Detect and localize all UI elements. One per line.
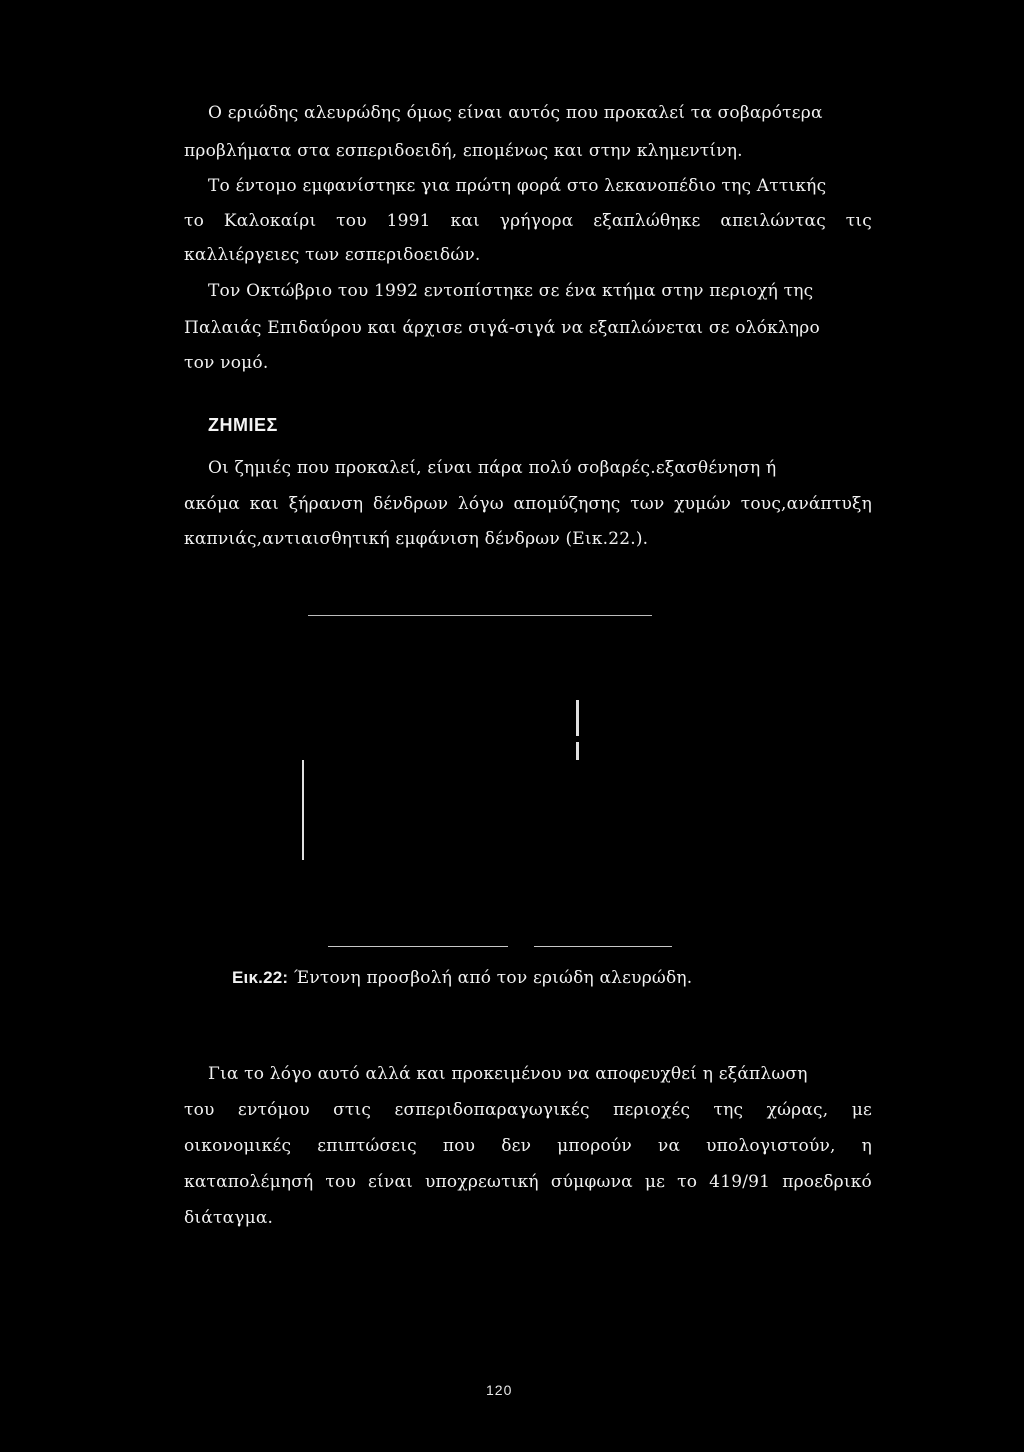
paragraph1-line-8: τον νομό. xyxy=(184,353,269,373)
paragraph2-line-1: Για το λόγο αυτό αλλά και προκειμένου να αποφευχθεί η εξάπλωση xyxy=(208,1064,808,1084)
figure-caption-label: Εικ.22: xyxy=(232,968,289,987)
figure-caption xyxy=(232,968,692,988)
figure-mark-1 xyxy=(576,700,579,736)
paragraph2-line-5: διάταγμα. xyxy=(184,1208,274,1228)
paragraph2-line-2: του εντόμου στις εσπεριδοπαραγωγικές περιοχές της χώρας, με xyxy=(184,1100,872,1120)
paragraph2-line-3: οικονομικές επιπτώσεις που δεν μπορούν να υπολογιστούν, η xyxy=(184,1136,872,1156)
figure-bottom-edge-1 xyxy=(328,946,508,947)
section-line-2: ακόμα και ξήρανση δένδρων λόγω απομύζησης των χυμών τους,ανάπτυξη xyxy=(184,494,872,514)
paragraph1-line-6: Τον Οκτώβριο του 1992 εντοπίστηκε σε ένα κτήμα στην περιοχή της xyxy=(208,281,814,301)
section-line-1: Οι ζημιές που προκαλεί, είναι πάρα πολύ σοβαρές.εξασθένηση ή xyxy=(208,458,777,478)
page-number: 120 xyxy=(486,1382,513,1398)
figure-bottom-edge-2 xyxy=(534,946,672,947)
section-line-3: καπνιάς,αντιαισθητική εμφάνιση δένδρων (Εικ.22.). xyxy=(184,529,649,549)
paragraph1-line-5: καλλιέργειες των εσπεριδοειδών. xyxy=(184,245,481,265)
paragraph1-line-3: Το έντομο εμφανίστηκε για πρώτη φορά στο λεκανοπέδιο της Αττικής xyxy=(208,176,827,196)
figure-mark-2 xyxy=(576,742,579,760)
paragraph1-line-4: το Καλοκαίρι του 1991 και γρήγορα εξαπλώθηκε απειλώντας τις xyxy=(184,211,872,231)
figure-caption-text: Έντονη προσβολή από τον εριώδη αλευρώδη. xyxy=(288,968,693,988)
paragraph2-line-4: καταπολέμησή του είναι υποχρεωτική σύμφωνα με το 419/91 προεδρικό xyxy=(184,1172,872,1192)
paragraph1-line-1: Ο εριώδης αλευρώδης όμως είναι αυτός που προκαλεί τα σοβαρότερα xyxy=(208,103,823,123)
figure-top-edge xyxy=(308,615,652,616)
section-heading: ΖΗΜΙΕΣ xyxy=(208,415,278,435)
figure-image xyxy=(300,612,680,952)
figure-left-edge xyxy=(302,760,304,860)
paragraph1-line-2: προβλήματα στα εσπεριδοειδή, επομένως και στην κλημεντίνη. xyxy=(184,141,743,161)
paragraph1-line-7: Παλαιάς Επιδαύρου και άρχισε σιγά-σιγά να εξαπλώνεται σε ολόκληρο xyxy=(184,318,820,338)
